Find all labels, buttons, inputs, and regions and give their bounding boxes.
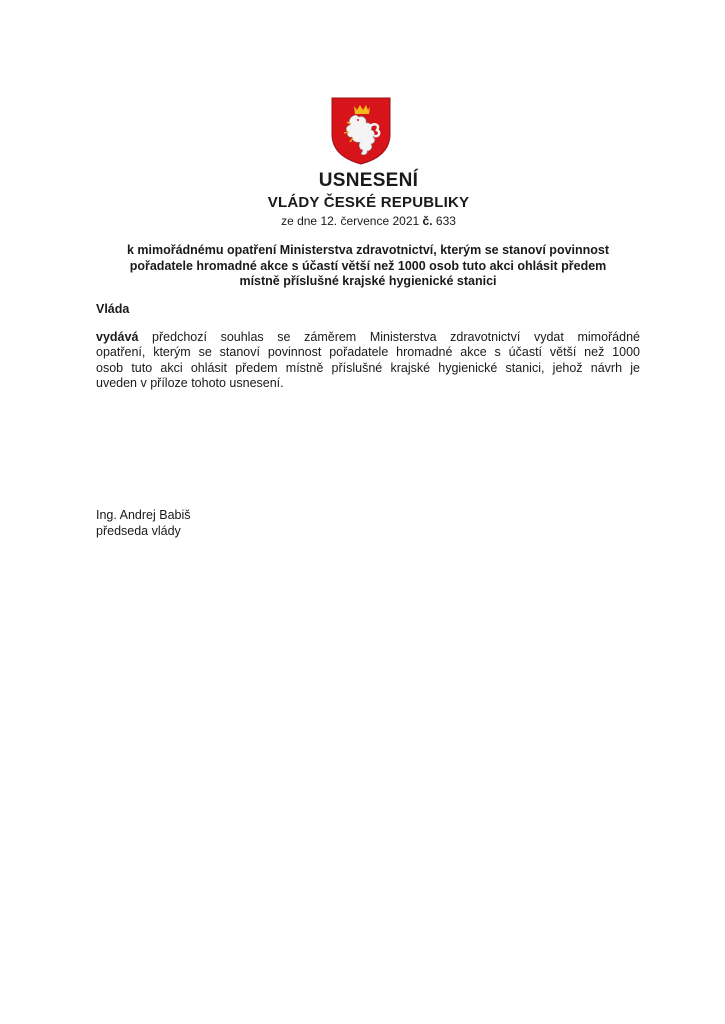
signatory-name: Ing. Andrej Babiš [96, 508, 191, 522]
body-line [96, 330, 640, 345]
number-label: č. [422, 214, 433, 228]
body-line: uveden v příloze tohoto usnesení. [96, 375, 284, 390]
resolution-body [96, 330, 640, 391]
date-and-number-line [0, 214, 725, 228]
subject-line: k mimořádnému opatření Ministerstva zdravotnictví, kterým se stanoví povinnost [126, 243, 610, 257]
date-text: ze dne 12. července 2021 [281, 214, 420, 228]
body-line: opatření, kterým se stanoví povinnost pořadatele hromadné akce s účastí větší než 1000 [96, 345, 640, 360]
subject-line: pořadatele hromadné akce s účastí větší než 1000 osob tuto akci ohlásit předem [129, 258, 607, 273]
resolution-subject [96, 243, 640, 290]
resolution-number: 633 [435, 214, 456, 228]
document-subheading: VLÁDY ČESKÉ REPUBLIKY [267, 194, 470, 211]
signatory-title: předseda vlády [96, 523, 181, 538]
body-intro: Vláda [96, 302, 130, 316]
signature-block [96, 508, 191, 539]
coat-of-arms-icon [330, 96, 392, 166]
document-heading: USNESENÍ [318, 170, 419, 191]
body-lead-verb: vydává [96, 330, 139, 344]
body-line-rest: předchozí souhlas se záměrem Ministerstva zdravotnictví vydat mimořádné [152, 330, 640, 344]
body-line: osob tuto akci ohlásit předem místně příslušné krajské hygienické stanici, jehož návrh je [96, 360, 640, 375]
subject-line: místně příslušné krajské hygienické stanici [239, 274, 497, 288]
